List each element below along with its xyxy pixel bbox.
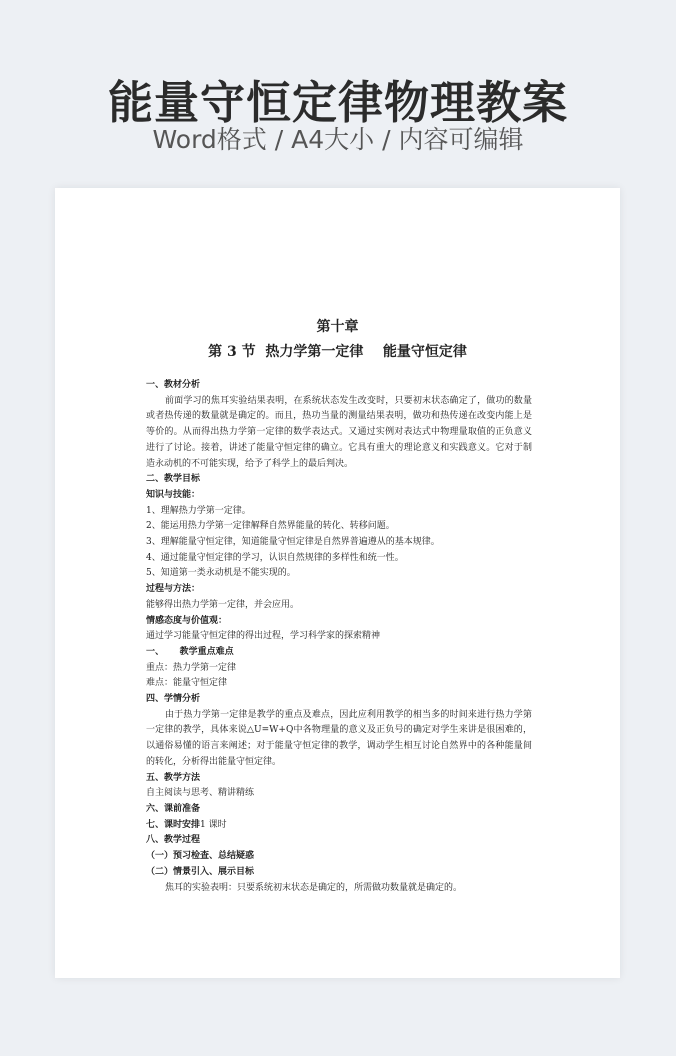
list-item: 4、通过能量守恒定律的学习，认识自然规律的多样性和统一性。 (146, 552, 404, 563)
subheading-process-method: 过程与方法： (146, 584, 201, 595)
document-body (146, 378, 532, 896)
text-difficulty: 难点：能量守恒定律 (146, 678, 228, 689)
heading-teaching-process: 八、教学过程 (146, 835, 201, 846)
text-process-method: 能够得出热力学第一定律，并会应用。 (146, 599, 300, 610)
chapter-heading: 第十章 (316, 319, 359, 335)
subheading-preview-check: （一）预习检查、总结疑惑 (146, 851, 255, 862)
list-item: 2、能运用热力学第一定律解释自然界能量的转化、转移问题。 (146, 521, 395, 532)
list-item: 3、理解能量守恒定律，知道能量守恒定律是自然界普遍遵从的基本规律。 (146, 537, 440, 548)
subheading-knowledge-skills: 知识与技能： (146, 489, 201, 500)
heading-schedule: 七、课时安排 (146, 819, 201, 830)
heading-teaching-goals: 二、教学目标 (146, 474, 201, 485)
paragraph-textbook-analysis: 前面学习的焦耳实验结果表明，在系统状态发生改变时，只要初末状态确定了，做功的数量或者热传递的数量就是确定的。而且，热功当量的测量结果表明，做功和热传递在改变内能上是等价的。从而得出热力学第一定律的数学表达式。又通过实例对表达式中物理量取值的正负意义进行了讨论。接着，讲述了能量守恒定律的确立。它具有重大的理论意义和实践意义。它对于制造永动机的不可能实现，给予了科学上的最后判决。 (146, 395, 532, 469)
heading-key-difficulty: 一、 教学重点难点 (146, 646, 234, 657)
heading-teaching-method: 五、教学方法 (146, 772, 201, 783)
text-key-point: 重点：热力学第一定律 (146, 662, 237, 673)
subheading-attitude-values: 情感态度与价值观： (146, 615, 228, 626)
text-attitude-values: 通过学习能量守恒定律的得出过程，学习科学家的探索精神 (146, 631, 381, 642)
list-item: 5、知道第一类永动机是不能实现的。 (146, 568, 296, 579)
heading-textbook-analysis: 一、教材分析 (146, 380, 201, 390)
heading-preparation: 六、课前准备 (146, 803, 201, 814)
document-page (55, 188, 620, 978)
paragraph-learner-analysis: 由于热力学第一定律是教学的重点及难点，因此应利用教学的相当多的时间来进行热力学第一定律的教学，具体来说△U=W+Q中各物理量的意义及正负号的确定对学生来讲是很困难的，以通俗易懂的语言来阐述；对于能量守恒定律的教学，调动学生相互讨论自然界中的各种能量间的转化，分析得出能量守恒定律。 (146, 709, 532, 767)
banner-title: 能量守恒定律物理教案 (107, 76, 568, 129)
banner-subtitle: Word格式 / A4大小 / 内容可编辑 (152, 125, 524, 154)
line-schedule (146, 818, 532, 834)
paragraph-joule-experiment: 焦耳的实验表明：只要系统初末状态是确定的，所需做功数量就是确定的。 (165, 882, 463, 893)
text-teaching-method: 自主阅读与思考、精讲精练 (146, 788, 255, 799)
section-heading: 第 3 节 热力学第一定律 能量守恒定律 (208, 344, 467, 360)
subheading-scenario-intro: （二）情景引入、展示目标 (146, 866, 255, 877)
text-schedule: 1 课时 (200, 819, 227, 830)
list-item: 1、理解热力学第一定律。 (146, 505, 251, 516)
heading-learner-analysis: 四、学情分析 (146, 694, 201, 705)
